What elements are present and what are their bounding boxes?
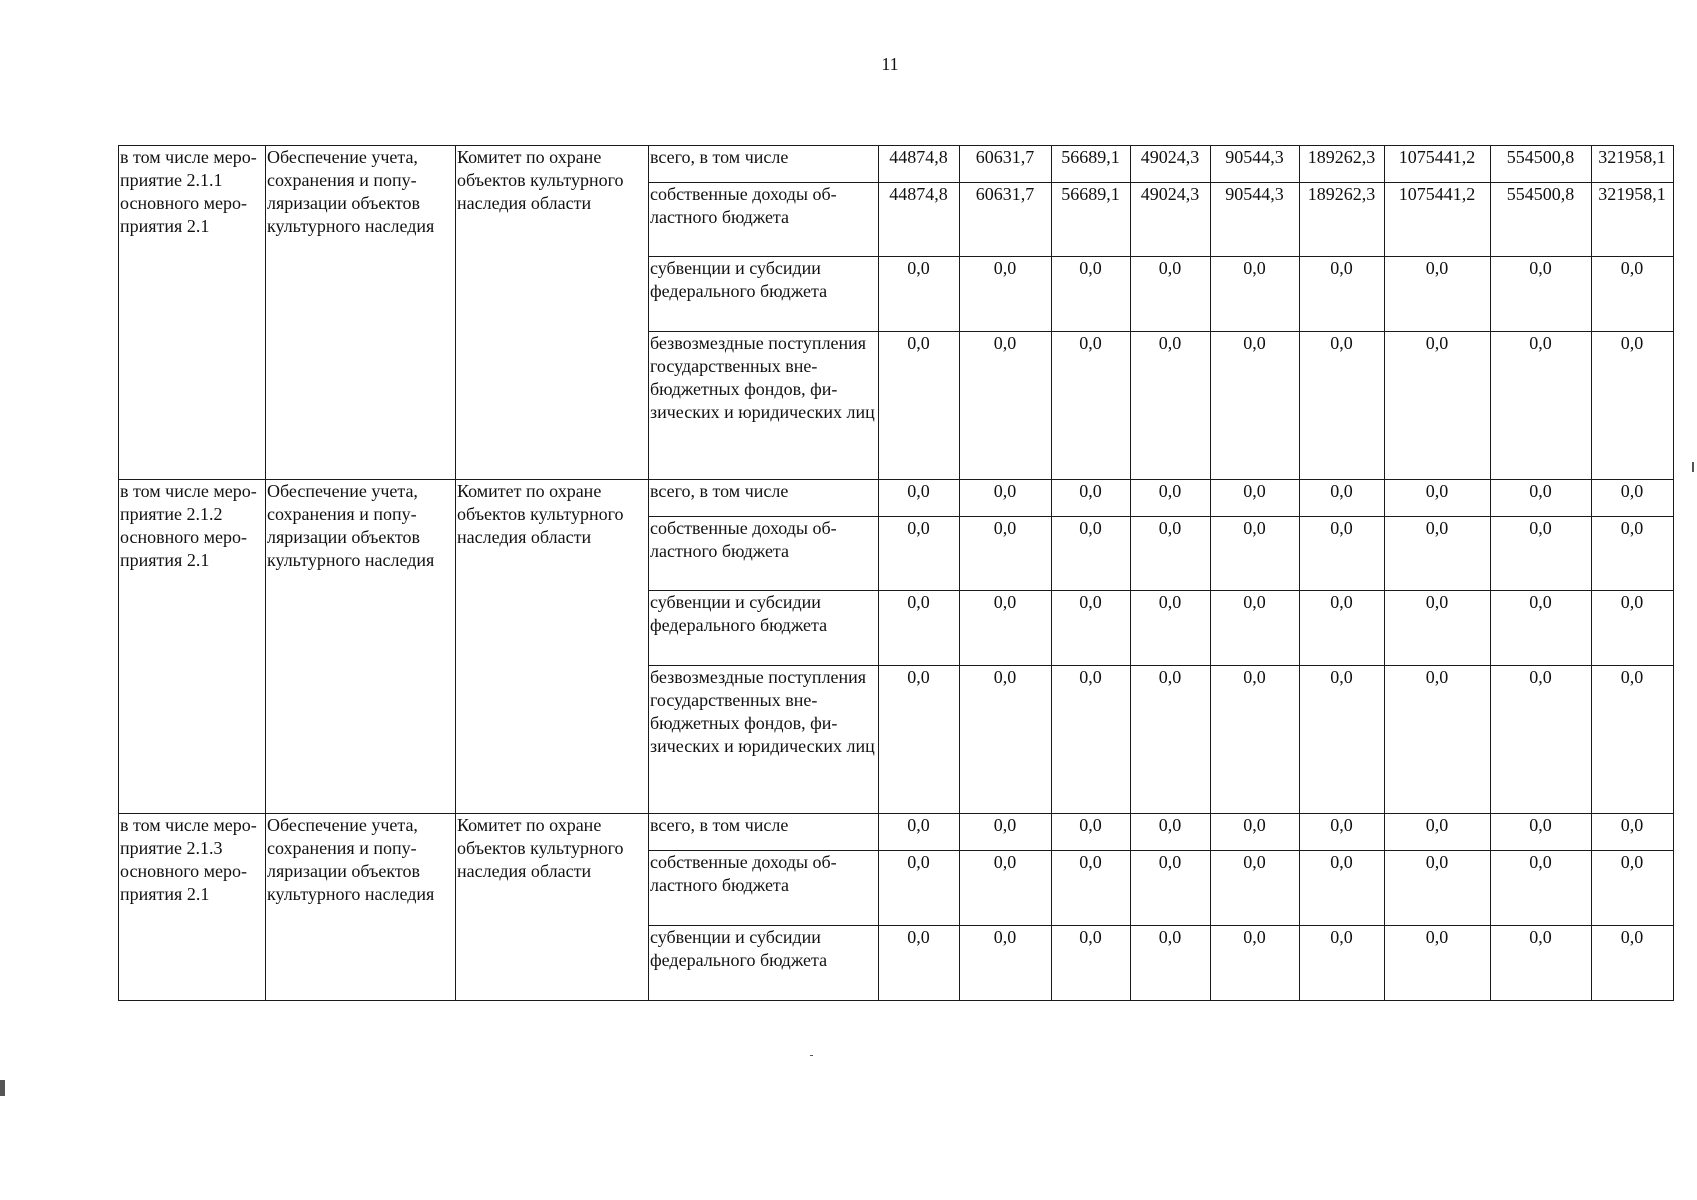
amount-cell: 0,0 — [879, 851, 960, 926]
amount-cell: 0,0 — [1131, 926, 1211, 1001]
amount-cell: 0,0 — [1300, 480, 1385, 517]
funding-source-cell: субвенции и субсидии федерального бюджета — [649, 257, 879, 332]
amount-cell: 0,0 — [1385, 332, 1491, 480]
funding-source-cell: всего, в том числе — [649, 146, 879, 183]
amount-cell: 554500,8 — [1491, 183, 1592, 257]
amount-cell: 554500,8 — [1491, 146, 1592, 183]
amount-cell: 56689,1 — [1052, 146, 1131, 183]
amount-cell: 0,0 — [1131, 517, 1211, 591]
amount-cell: 0,0 — [1131, 257, 1211, 332]
amount-cell: 0,0 — [1052, 814, 1131, 851]
amount-cell: 0,0 — [960, 332, 1052, 480]
amount-cell: 0,0 — [960, 591, 1052, 666]
amount-cell: 0,0 — [1300, 666, 1385, 814]
amount-cell: 0,0 — [1385, 851, 1491, 926]
amount-cell: 0,0 — [1592, 814, 1674, 851]
executor-cell: Комитет по охране объектов культурного наследия области — [456, 146, 649, 480]
funding-source-cell: собственные доходы областного бюджета — [649, 183, 879, 257]
amount-cell: 0,0 — [1211, 332, 1300, 480]
funding-source-cell: всего, в том числе — [649, 814, 879, 851]
budget-table — [118, 145, 1674, 1001]
amount-cell: 0,0 — [1131, 814, 1211, 851]
amount-cell: 0,0 — [1592, 257, 1674, 332]
amount-cell: 0,0 — [1491, 480, 1592, 517]
amount-cell: 0,0 — [1211, 257, 1300, 332]
amount-cell: 0,0 — [1300, 814, 1385, 851]
amount-cell: 0,0 — [1491, 851, 1592, 926]
table-row — [119, 480, 1674, 517]
amount-cell: 0,0 — [1592, 926, 1674, 1001]
amount-cell: 0,0 — [879, 666, 960, 814]
amount-cell: 0,0 — [1211, 517, 1300, 591]
table-row — [119, 146, 1674, 183]
funding-source-cell: субвенции и субсидии федерального бюджета — [649, 926, 879, 1001]
amount-cell: 0,0 — [879, 517, 960, 591]
scan-mark — [810, 1055, 813, 1056]
funding-source-cell: безвозмездные поступления государственных внебюджетных фондов, физических и юридических лиц — [649, 332, 879, 480]
amount-cell: 0,0 — [1491, 517, 1592, 591]
amount-cell: 0,0 — [1131, 332, 1211, 480]
amount-cell: 0,0 — [1385, 814, 1491, 851]
amount-cell: 0,0 — [879, 591, 960, 666]
page-number: 11 — [881, 54, 899, 74]
amount-cell: 0,0 — [1300, 517, 1385, 591]
funding-source-cell: собственные доходы областного бюджета — [649, 517, 879, 591]
amount-cell: 0,0 — [1491, 926, 1592, 1001]
amount-cell: 0,0 — [879, 480, 960, 517]
amount-cell: 0,0 — [1592, 517, 1674, 591]
amount-cell: 0,0 — [1491, 591, 1592, 666]
amount-cell: 0,0 — [879, 814, 960, 851]
amount-cell: 0,0 — [1211, 814, 1300, 851]
amount-cell: 90544,3 — [1211, 146, 1300, 183]
amount-cell: 49024,3 — [1131, 146, 1211, 183]
amount-cell: 0,0 — [1052, 517, 1131, 591]
amount-cell: 0,0 — [1491, 666, 1592, 814]
amount-cell: 60631,7 — [960, 183, 1052, 257]
amount-cell: 0,0 — [1592, 851, 1674, 926]
executor-cell: Комитет по охране объектов культурного наследия области — [456, 480, 649, 814]
measure-cell: в том числе мероприятие 2.1.1 основного мероприятия 2.1 — [119, 146, 266, 480]
amount-cell: 0,0 — [1052, 591, 1131, 666]
amount-cell: 0,0 — [1052, 332, 1131, 480]
measure-name-cell: Обеспечение учета, сохранения и популяризации объектов культурного наследия — [266, 814, 456, 1001]
measure-name-cell: Обеспечение учета, сохранения и популяризации объектов культурного наследия — [266, 480, 456, 814]
amount-cell: 0,0 — [1052, 480, 1131, 517]
funding-source-cell: субвенции и субсидии федерального бюджета — [649, 591, 879, 666]
amount-cell: 0,0 — [1592, 480, 1674, 517]
funding-source-cell: собственные доходы областного бюджета — [649, 851, 879, 926]
amount-cell: 0,0 — [1131, 591, 1211, 666]
executor-cell: Комитет по охране объектов культурного наследия области — [456, 814, 649, 1001]
amount-cell: 0,0 — [1491, 332, 1592, 480]
amount-cell: 0,0 — [1592, 591, 1674, 666]
funding-source-cell: всего, в том числе — [649, 480, 879, 517]
amount-cell: 90544,3 — [1211, 183, 1300, 257]
amount-cell: 0,0 — [1300, 332, 1385, 480]
amount-cell: 44874,8 — [879, 146, 960, 183]
amount-cell: 0,0 — [1385, 480, 1491, 517]
amount-cell: 0,0 — [1491, 257, 1592, 332]
amount-cell: 321958,1 — [1592, 183, 1674, 257]
amount-cell: 44874,8 — [879, 183, 960, 257]
amount-cell: 0,0 — [1385, 591, 1491, 666]
measure-cell: в том числе мероприятие 2.1.3 основного мероприятия 2.1 — [119, 814, 266, 1001]
amount-cell: 0,0 — [1300, 591, 1385, 666]
amount-cell: 0,0 — [960, 666, 1052, 814]
amount-cell: 0,0 — [1385, 926, 1491, 1001]
amount-cell: 0,0 — [1052, 666, 1131, 814]
amount-cell: 49024,3 — [1131, 183, 1211, 257]
amount-cell: 0,0 — [1491, 814, 1592, 851]
amount-cell: 56689,1 — [1052, 183, 1131, 257]
funding-source-cell: безвозмездные поступления государственных внебюджетных фондов, физических и юридических лиц — [649, 666, 879, 814]
scan-mark — [1692, 462, 1694, 472]
amount-cell: 0,0 — [1211, 926, 1300, 1001]
measure-cell: в том числе мероприятие 2.1.2 основного мероприятия 2.1 — [119, 480, 266, 814]
amount-cell: 189262,3 — [1300, 146, 1385, 183]
amount-cell: 0,0 — [1592, 666, 1674, 814]
amount-cell: 60631,7 — [960, 146, 1052, 183]
amount-cell: 0,0 — [1131, 480, 1211, 517]
amount-cell: 0,0 — [1300, 851, 1385, 926]
amount-cell: 0,0 — [1385, 257, 1491, 332]
measure-name-cell: Обеспечение учета, сохранения и популяризации объектов культурного наследия — [266, 146, 456, 480]
scan-mark — [0, 1080, 5, 1096]
amount-cell: 0,0 — [1592, 332, 1674, 480]
amount-cell: 1075441,2 — [1385, 146, 1491, 183]
amount-cell: 0,0 — [1052, 257, 1131, 332]
amount-cell: 189262,3 — [1300, 183, 1385, 257]
amount-cell: 0,0 — [960, 480, 1052, 517]
amount-cell: 0,0 — [1300, 926, 1385, 1001]
amount-cell: 0,0 — [879, 926, 960, 1001]
amount-cell: 1075441,2 — [1385, 183, 1491, 257]
table-row — [119, 814, 1674, 851]
amount-cell: 0,0 — [879, 257, 960, 332]
amount-cell: 0,0 — [1052, 851, 1131, 926]
amount-cell: 0,0 — [960, 257, 1052, 332]
amount-cell: 0,0 — [879, 332, 960, 480]
amount-cell: 0,0 — [1052, 926, 1131, 1001]
amount-cell: 0,0 — [1211, 666, 1300, 814]
amount-cell: 0,0 — [960, 517, 1052, 591]
amount-cell: 0,0 — [960, 851, 1052, 926]
amount-cell: 0,0 — [1211, 480, 1300, 517]
amount-cell: 0,0 — [960, 814, 1052, 851]
amount-cell: 0,0 — [960, 926, 1052, 1001]
amount-cell: 0,0 — [1211, 851, 1300, 926]
amount-cell: 0,0 — [1131, 666, 1211, 814]
amount-cell: 0,0 — [1300, 257, 1385, 332]
amount-cell: 321958,1 — [1592, 146, 1674, 183]
amount-cell: 0,0 — [1211, 591, 1300, 666]
amount-cell: 0,0 — [1385, 517, 1491, 591]
amount-cell: 0,0 — [1385, 666, 1491, 814]
amount-cell: 0,0 — [1131, 851, 1211, 926]
